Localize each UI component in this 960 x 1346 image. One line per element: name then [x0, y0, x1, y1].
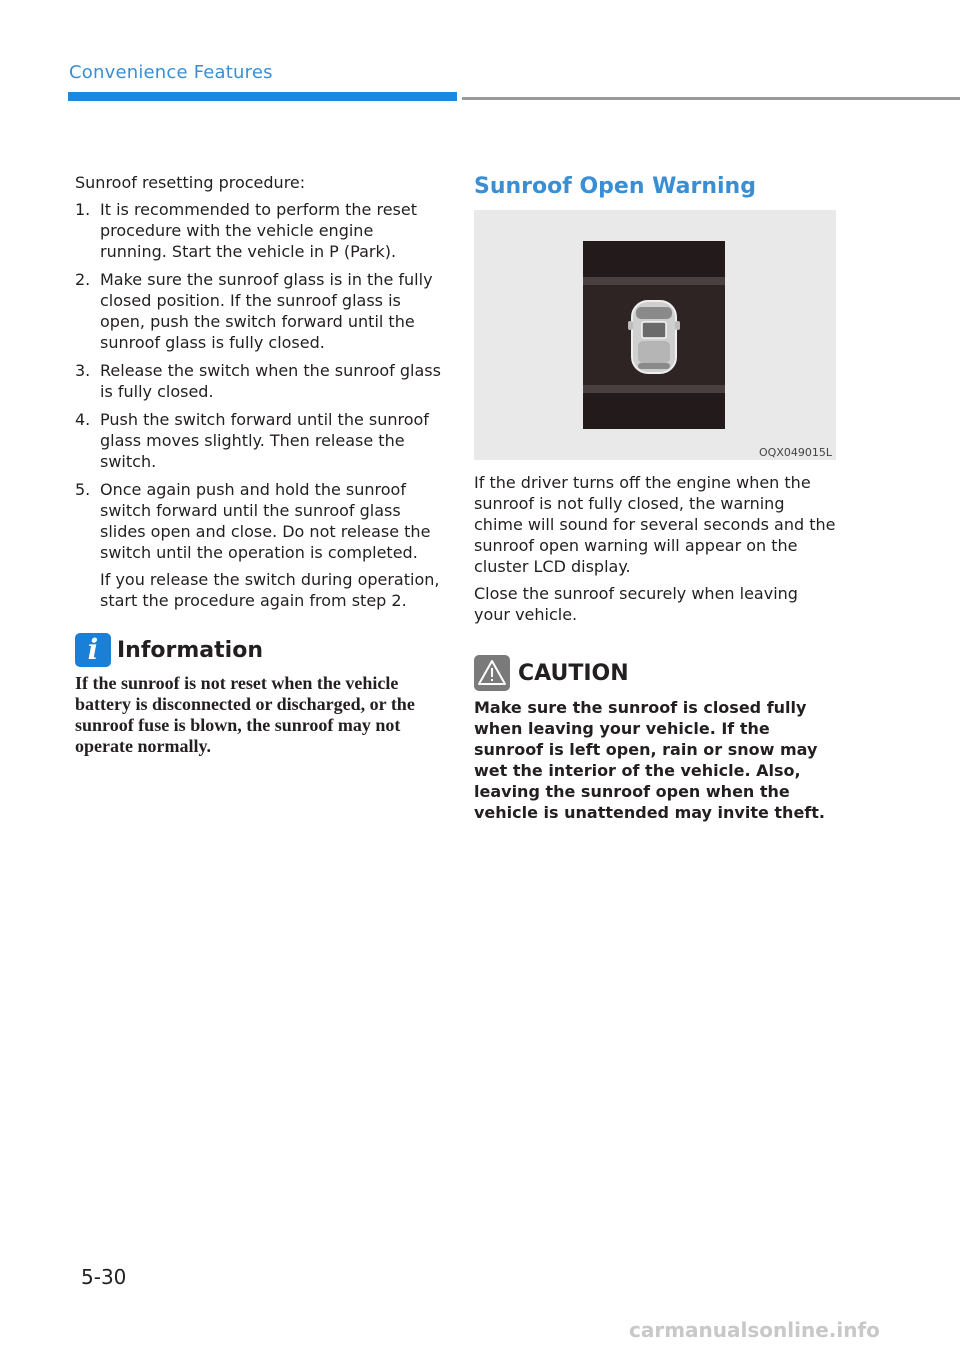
step-number: 3. — [75, 361, 91, 380]
information-title: Information — [117, 637, 263, 663]
header-bar-blue — [68, 92, 457, 101]
step-item — [75, 360, 445, 402]
procedure-intro: Sunroof resetting procedure: — [75, 173, 306, 192]
step-number: 4. — [75, 410, 91, 429]
left-column — [75, 172, 445, 757]
watermark: carmanualsonline.info — [629, 1318, 880, 1342]
step-text: Push the switch forward until the sunroof glass moves slightly. Then release the switch. — [100, 410, 429, 471]
step-item — [75, 199, 445, 262]
caution-title: CAUTION — [518, 660, 629, 686]
step-text: Once again push and hold the sunroof switch forward until the sunroof glass slides open and close. Do not release the switch until the operation is completed. — [100, 480, 431, 562]
caution-heading — [474, 655, 836, 691]
header-bar-gray — [462, 97, 960, 100]
step-number: 2. — [75, 270, 91, 289]
procedure-steps — [75, 199, 445, 611]
sunroof-open-warning-illustration — [583, 241, 725, 429]
section-header: Convenience Features — [69, 62, 273, 83]
step-number: 5. — [75, 480, 91, 499]
figure-code: OQX049015L — [759, 446, 832, 459]
information-body: If the sunroof is not reset when the vehicle battery is disconnected or discharged, or the sunroof fuse is blown, the sunroof may not operate normally. — [75, 673, 415, 756]
step-number: 1. — [75, 200, 91, 219]
step-text: Release the switch when the sunroof glass is fully closed. — [100, 361, 441, 401]
car-top-view-icon — [628, 301, 680, 373]
step-item — [75, 409, 445, 472]
warning-paragraph: Close the sunroof securely when leaving your vehicle. — [474, 584, 798, 624]
page-number: 5-30 — [81, 1265, 127, 1289]
section-title: Sunroof Open Warning — [474, 174, 756, 199]
info-icon: i — [75, 633, 111, 667]
step-text: It is recommended to perform the reset procedure with the vehicle engine running. Start the vehicle in P (Park). — [100, 200, 417, 261]
step-item — [75, 269, 445, 353]
warning-paragraph: If the driver turns off the engine when the sunroof is not fully closed, the warning chime will sound for several seconds and the sunroof open warning will appear on the cluster LCD display. — [474, 473, 836, 576]
right-column — [474, 172, 836, 823]
warning-description — [474, 472, 836, 625]
warning-triangle-icon — [474, 655, 510, 691]
step-subnote: If you release the switch during operation, start the procedure again from step 2. — [100, 570, 440, 610]
step-text: Make sure the sunroof glass is in the fully closed position. If the sunroof glass is open, push the switch forward until the sunroof glass is fully closed. — [100, 270, 433, 352]
cluster-display-figure — [474, 210, 836, 460]
step-item — [75, 479, 445, 611]
information-heading — [75, 633, 445, 667]
caution-body: Make sure the sunroof is closed fully when leaving your vehicle. If the sunroof is left open, rain or snow may wet the interior of the vehicle. Also, leaving the sunroof open when the vehicle is unattended may invite theft. — [474, 698, 825, 822]
